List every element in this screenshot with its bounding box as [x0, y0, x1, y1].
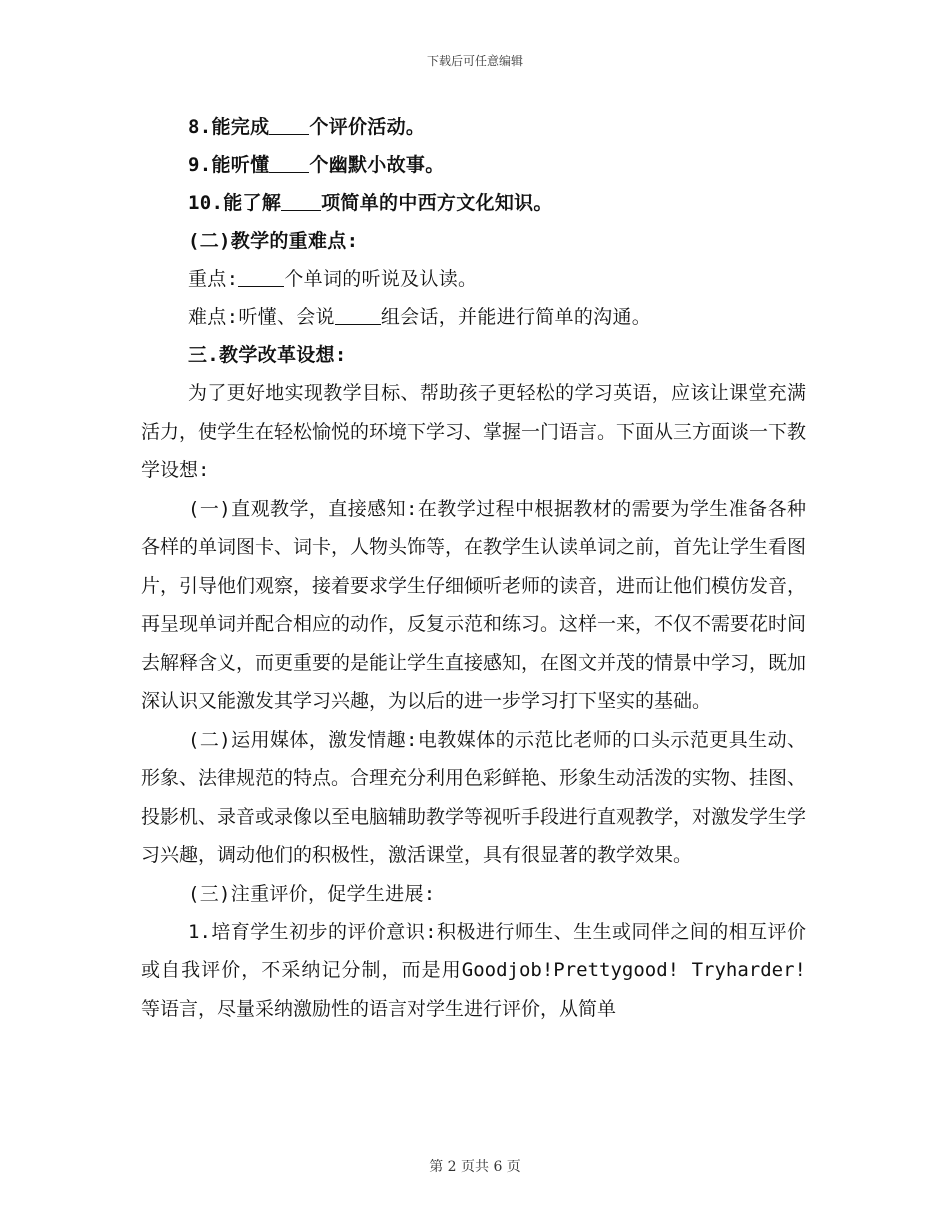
- goal-item-8-blank: [269, 112, 309, 135]
- goal-item-8-text-before: 8.能完成: [188, 116, 270, 138]
- goal-item-9-text-before: 9.能听懂: [188, 154, 270, 176]
- hard-point-blank: [335, 302, 381, 325]
- evaluation-heading: (三)注重评价，促学生进展:: [188, 882, 436, 905]
- hard-point-text-before: 难点:听懂、会说: [188, 306, 335, 328]
- evaluation-item-1-paragraph: 1.培育学生初步的评价意识:积极进行师生、生生或同伴之间的相互评价或自我评价，不采纳记分制，而是用Goodjob!Prettygood! Tryharder!等语言，尽量采纳激励性的语言对学生进行评价，从简单: [141, 920, 806, 1020]
- goal-item-9-blank: [269, 150, 309, 173]
- document-body: [141, 108, 806, 1028]
- intuitive-teaching-paragraph: (一)直观教学，直接感知:在教学过程中根据教材的需要为学生准备各种各样的单词图卡、词卡，人物头饰等，在教学生认读单词之前，首先让学生看图片，引导他们观察，接着要求学生仔细倾听老师的读音，进而让他们模仿发音，再呈现单词并配合相应的动作，反复示范和练习。这样一来，不仅不需要花时间去解释含义，而更重要的是能让学生直接感知，在图文并茂的情景中学习，既加深认识又能激发其学习兴趣，为以后的进一步学习打下坚实的基础。: [141, 497, 807, 712]
- goal-item-10-blank: [281, 188, 321, 211]
- goal-item-9: [141, 146, 806, 184]
- media-teaching-paragraph: (二)运用媒体，激发情趣:电教媒体的示范比老师的口头示范更具生动、形象、法律规范的特点。合理充分利用色彩鲜艳、形象生动活泼的实物、挂图、投影机、录音或录像以至电脑辅助教学等视听手段进行直观教学，对激发学生学习兴趣，调动他们的积极性，激活课堂，具有很显著的教学效果。: [141, 728, 807, 866]
- hard-point-text-after: 组会话，并能进行简单的沟通。: [380, 306, 652, 328]
- page-header: 下载后可任意编辑: [426, 54, 523, 68]
- key-point-text-before: 重点:: [188, 268, 239, 290]
- reform-heading: 三.教学改革设想:: [188, 344, 347, 366]
- page-footer: 第 2 页共 6 页: [429, 1159, 521, 1175]
- goal-item-10: [141, 184, 806, 222]
- key-point-line: [141, 260, 806, 298]
- difficulty-heading: (二)教学的重难点:: [188, 230, 359, 252]
- key-point-blank: [238, 264, 284, 287]
- goal-item-8: [141, 108, 806, 146]
- goal-item-8-text-after: 个评价活动。: [309, 116, 426, 138]
- hard-point-line: [141, 298, 806, 336]
- goal-item-9-text-after: 个幽默小故事。: [309, 154, 445, 176]
- reform-intro-paragraph: 为了更好地实现教学目标、帮助孩子更轻松的学习英语，应该让课堂充满活力，使学生在轻松愉悦的环境下学习、掌握一门语言。下面从三方面谈一下教学设想:: [141, 382, 807, 481]
- goal-item-10-text-after: 项简单的中西方文化知识。: [321, 192, 553, 214]
- key-point-text-after: 个单词的听说及认读。: [284, 268, 478, 290]
- goal-item-10-text-before: 10.能了解: [188, 192, 282, 214]
